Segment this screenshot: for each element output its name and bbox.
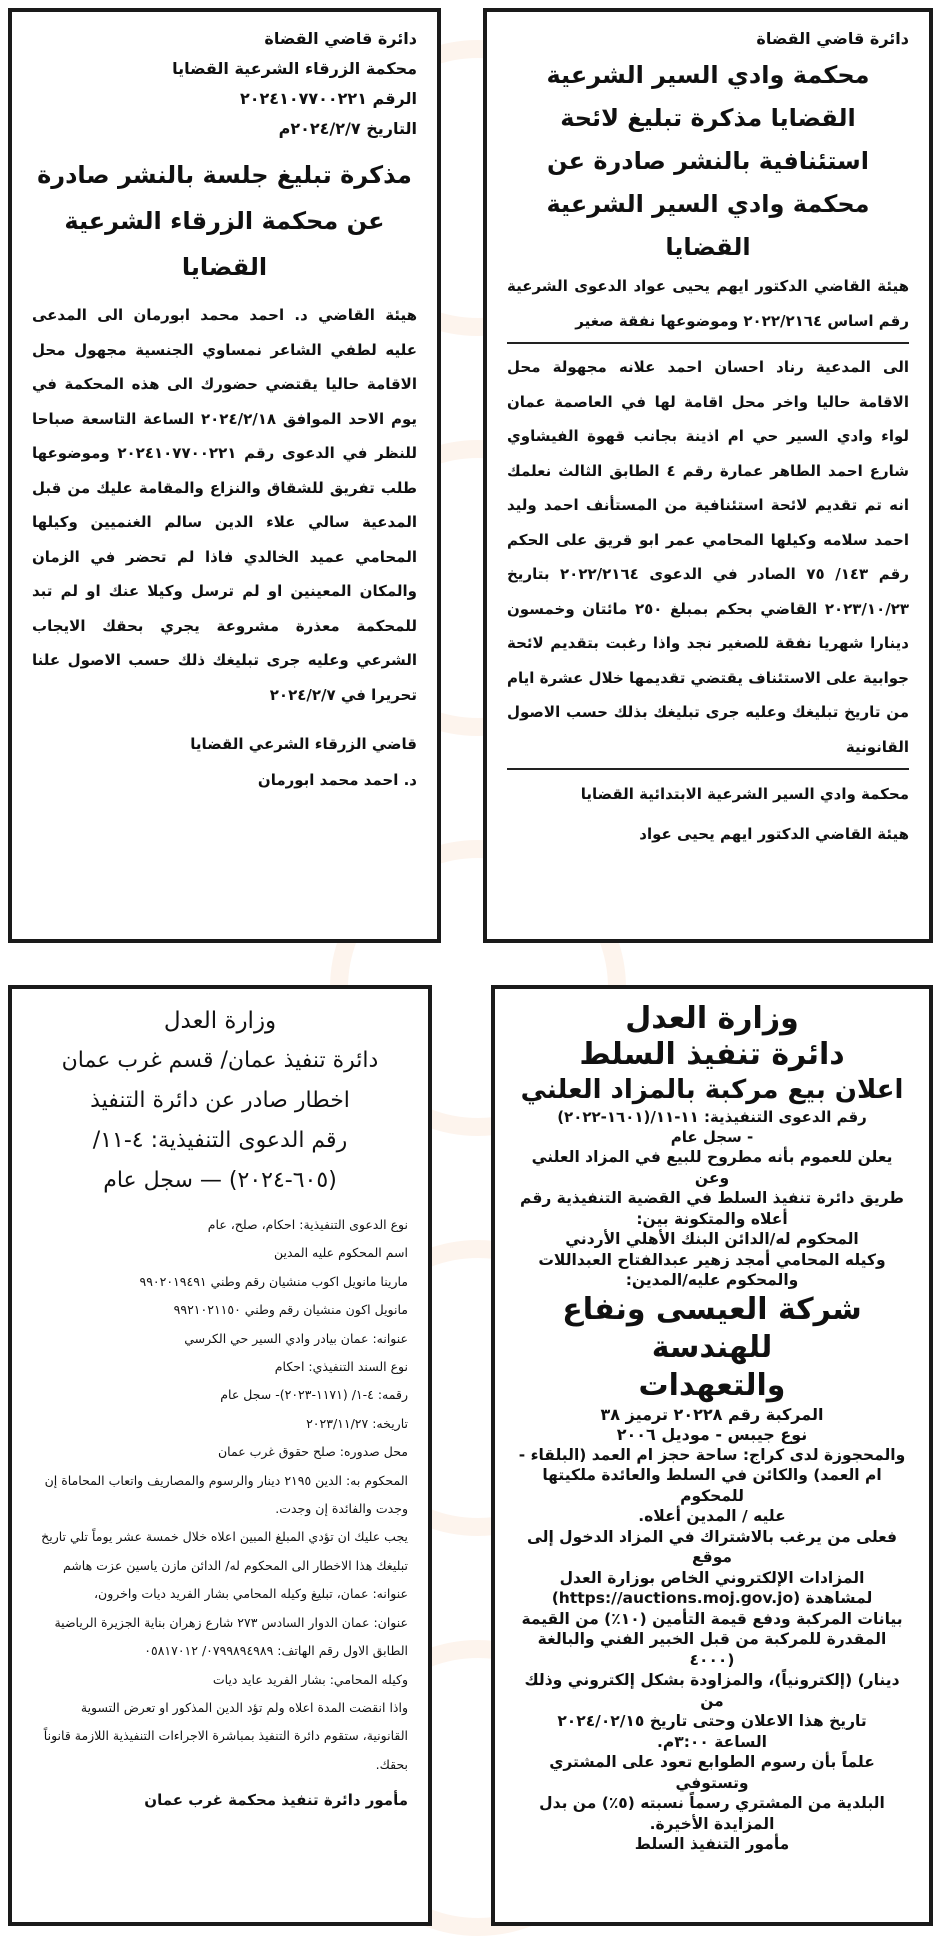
notice-header-line: الرقم ٢٠٢٤١٠٧٧٠٠٢٢١ [240, 89, 417, 108]
notice-title: وزارة العدل [163, 1008, 277, 1034]
notice-line: المزادات الإلكتروني الخاص بوزارة العدل [559, 1568, 865, 1587]
notice-body: هيئة القاضي الدكتور ايهم يحيى عواد الدعوى الشرعية رقم اساس ٢٠٢٢/٢١٦٤ وموضوعها نفقة صغير [507, 277, 909, 330]
notice-line: عليه / المدين أعلاه. [638, 1507, 786, 1525]
notice-signature: د. احمد محمد ابورمان [257, 771, 417, 789]
notice-header-line: دائرة قاضي القضاة [756, 29, 909, 48]
notice-line: وكيله المحامي: بشار الفريد عايد ديات [212, 1671, 408, 1687]
notice-line: فعلى من يرغب بالاشتراك في المزاد الدخول إلى موقع [526, 1527, 898, 1566]
notice-line: المحكوم له/الدائن البنك الأهلي الأردني [565, 1230, 859, 1248]
notice-line: عنوانه: عمان بيادر وادي السير حي الكرسي [184, 1330, 408, 1346]
debtor-company-name: والتعهدات [638, 1367, 786, 1403]
notice-header-line: محكمة الزرقاء الشرعية القضايا [172, 59, 417, 78]
notice-line: اسم المحكوم عليه المدين [274, 1245, 408, 1261]
notice-body: الى المدعية رناد احسان احمد علانه مجهولة محل الاقامة حاليا واخر محل اقامة لها في العاصمة عمان لواء وادي السير حي ام اذينة بجانب قهوة الفيشاوي شارع احمد الطاهر عمارة رقم ٤ الطابق الثالث نعلمك انه تم تقديم لائحة استئنافية من المستأنف احمد وليد احمد سلامه وكيلها المحامي عمر ابو قريق على الحكم رقم ١٤٣/ ٧٥ الصادر في الدعوى ٢٠٢٢/٢١٦٤ بتاريخ ٢٠٢٣/١٠/٢٣ القاضي بحكم بمبلغ ٢٥٠ مائتان وخمسون دينارا شهريا نفقة للصغير نجد واذا رغبت بتقديم لائحة جوابية على الاستئناف يقتضي تقديمها خلال عشرة ايام من تاريخ تبليغك وعليه جرى تبليغك بذلك حسب الاصول القانونية [507, 358, 910, 756]
notice-title: اعلان بيع مركبة بالمزاد العلني [520, 1075, 904, 1105]
notice-title: دائرة تنفيذ عمان/ قسم غرب عمان [61, 1048, 379, 1073]
notice-line: والمحجوزة لدى كراج: ساحة حجز ام العمد (البلقاء - [518, 1445, 906, 1464]
notice-line: واذا انقضت المدة اعلاه ولم تؤد الدين المذكور او تعرض التسوية القانونية، ستقوم دائرة التنفيذ بمباشرة الاجراءات التنفيذية اللازمة قانوناً بحقك. [43, 1699, 408, 1772]
notice-line: علماً بأن رسوم الطوابع تعود على المشتري وتستوفي [549, 1753, 875, 1792]
notice-title: رقم الدعوى التنفيذية: ٤-١١/ [92, 1128, 348, 1153]
debtor-company-name: شركة العيسى ونفاع للهندسة [562, 1291, 862, 1365]
notice-line: مارينا مانويل اكوب منشيان رقم وطني ٩٩٠٢٠١٩٤٩١ [139, 1273, 408, 1289]
notice-wadi-alseer-court [483, 8, 933, 943]
notice-line: والمحكوم عليه/المدين: [625, 1271, 799, 1289]
notice-title: دائرة تنفيذ السلط [579, 1037, 845, 1072]
notice-line: يجب عليك ان تؤدي المبلغ المبين اعلاه خلال خمسة عشر يوماً تلي تاريخ تبليغك هذا الاخطار الى المحكوم له/ الدائن مازن ياسين عزت هاشم [41, 1529, 408, 1573]
notice-line: نوع الدعوى التنفيذية: احكام، صلح، عام [207, 1217, 408, 1232]
notice-line: يعلن للعموم بأنه مطروح للبيع في المزاد العلني وعن [531, 1148, 893, 1187]
notice-line: وكيله المحامي أمجد زهير عبدالفتاح العبداللات [538, 1250, 886, 1269]
notice-signature: قاضي الزرقاء الشرعي القضايا [190, 735, 417, 753]
notice-line: بيانات المركبة ودفع قيمة التأمين (١٠٪) من القيمة [521, 1609, 903, 1628]
notice-line: نوع جيبس - موديل ٢٠٠٦ [616, 1424, 808, 1444]
notice-line: ام العمد) والكائن في السلط والعائدة ملكيتها للمحكوم [542, 1466, 882, 1505]
notice-title: (٦٠٥-٢٠٢٤) — سجل عام [103, 1168, 337, 1193]
notice-signature: مأمور دائرة تنفيذ محكمة غرب عمان [144, 1791, 408, 1810]
notice-line: طريق دائرة تنفيذ السلط في القضية التنفيذية رقم [520, 1189, 904, 1207]
notice-title: محكمة وادي السير الشرعية القضايا مذكرة تبليغ لائحة استئنافية بالنشر صادرة عن محكمة وادي السير الشرعية القضايا [546, 61, 870, 261]
notice-line: عنوانه: عمان، تبليغ وكيله المحامي بشار الفريد ديات واخرون، [94, 1586, 408, 1602]
notice-header-line: التاريخ ٢٠٢٤/٢/٧م [278, 119, 417, 138]
divider [507, 342, 909, 344]
notice-line: تاريخه: ٢٠٢٣/١١/٢٧ [306, 1415, 408, 1431]
notice-line: المقدرة للمركبة من قبل الخبير الفني والبالغة (٤٠٠٠ [537, 1630, 887, 1669]
notice-line: - سجل عام [670, 1128, 754, 1146]
notice-title: مذكرة تبليغ جلسة بالنشر صادرة عن محكمة الزرقاء الشرعية القضايا [37, 161, 412, 281]
notice-line: الساعة ٣:٠٠م. [657, 1732, 767, 1751]
notice-header-line: دائرة قاضي القضاة [264, 29, 417, 48]
divider [507, 768, 909, 770]
notice-body: هيئة القاضي د. احمد محمد ابورمان الى المدعى عليه لطفي الشاعر نمساوي الجنسية مجهول محل الاقامة حاليا يقتضي حضورك الى هذه المحكمة في يوم الاحد الموافق ٢٠٢٤/٢/١٨ الساعة التاسعة صباحا للنظر في الدعوى رقم ٢٠٢٤١٠٧٧٠٠٢٢١ وموضوعها طلب تفريق للشقاق والنزاع والمقامة عليك من قبل المدعية سالي علاء الدين سالم الغنميين وكيلها المحامي عميد الخالدي فاذا لم تحضر في الزمان والمكان المعينين او لم ترسل وكيلا عنك او لم تبد للمحكمة معذرة مشروعة يجري بحقك الايجاب الشرعي وعليه جرى تبليغك ذلك حسب الاصول علنا تحريرا في ٢٠٢٤/٢/٧ [32, 306, 417, 704]
notice-line: المركبة رقم ٢٠٢٢٨ ترميز ٣٨ [600, 1404, 824, 1424]
notice-salt-vehicle-auction [491, 985, 933, 1926]
notice-line: المحكوم به: الدين ٢١٩٥ دينار والرسوم والمصاريف واتعاب المحاماة إن وجدت والفائدة إن وجدت. [44, 1472, 408, 1517]
notice-zarqa-court [8, 8, 441, 943]
notice-line: أعلاه والمتكونة بين: [636, 1209, 788, 1228]
notice-amman-execution [8, 985, 432, 1926]
notice-signature: محكمة وادي السير الشرعية الابتدائية القضايا [580, 785, 909, 803]
notice-line: محل صدوره: صلح حقوق غرب عمان [217, 1444, 408, 1460]
notice-signature: مأمور التنفيذ السلط [634, 1835, 790, 1853]
notice-line: المزايدة الأخيرة. [649, 1814, 775, 1833]
notice-line: عنوان: عمان الدوار السادس ٢٧٣ شارع زهران بناية الجزيرة الرياضية الطابق الاول رقم الهاتف: ٠٧٩٩٨٩٤٩٨٩/ ٠٥٨١٧٠١٢ [54, 1614, 408, 1659]
notice-line: تاريخ هذا الاعلان وحتى تاريخ ٢٠٢٤/٠٢/١٥ [557, 1712, 867, 1730]
notice-line: رقم الدعوى التنفيذية: ١١-١١/(١٦٠١-٢٠٢٢) [557, 1108, 867, 1126]
auction-website-link[interactable]: (https://auctions.moj.gov.jo) لمشاهدة [551, 1589, 873, 1607]
notice-title: اخطار صادر عن دائرة التنفيذ [90, 1088, 350, 1113]
notice-line: البلدية من المشتري رسماً نسبته (٥٪) من بدل [539, 1794, 885, 1812]
notice-line: نوع السند التنفيذي: احكام [274, 1359, 408, 1375]
notice-line: رقمه: ٤-١/ (١١٧١-٢٠٢٣)- سجل عام [220, 1387, 408, 1403]
notice-signature: هيئة القاضي الدكتور ايهم يحيى عواد [639, 825, 909, 843]
notice-title: وزارة العدل [625, 1001, 799, 1036]
notice-line: دينار) (إلكترونياً)، والمزاودة بشكل إلكتروني وذلك من [524, 1671, 900, 1710]
notice-line: مانويل اكون منشيان رقم وطني ٩٩٢١٠٢١١٥٠ [173, 1302, 408, 1318]
